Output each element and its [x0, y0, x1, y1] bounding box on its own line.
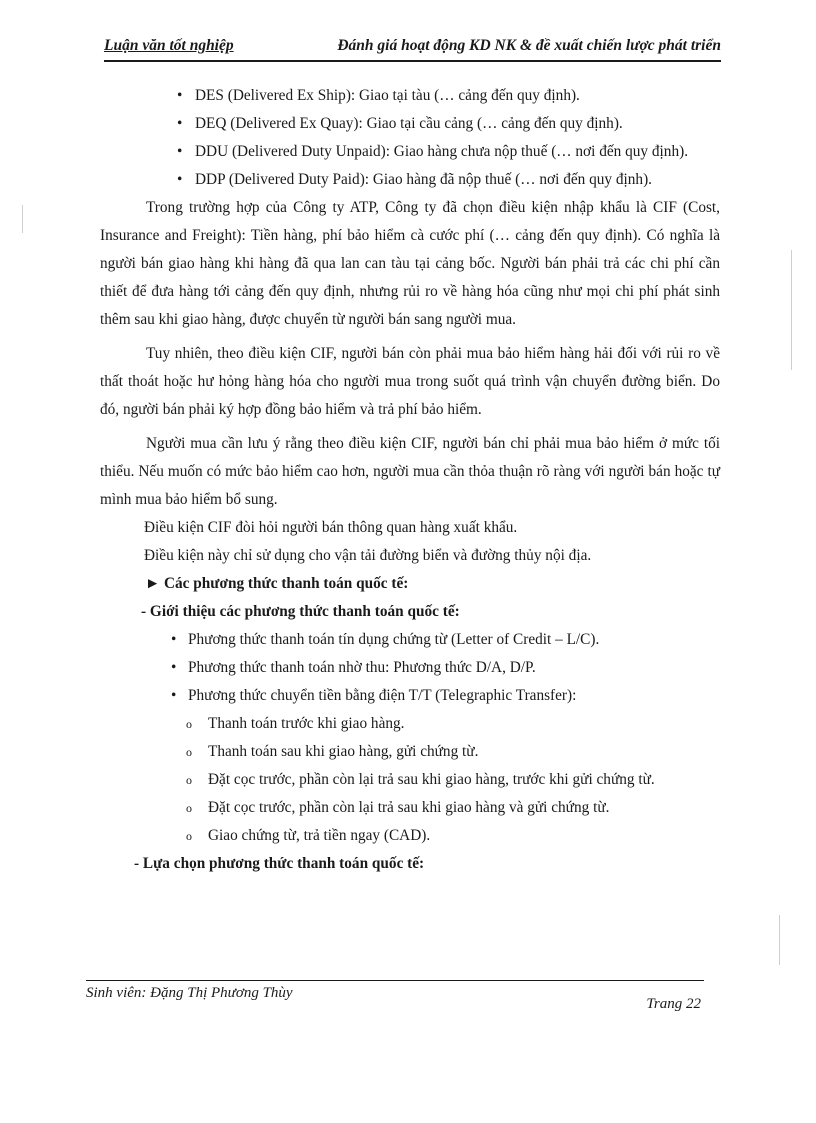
bullet-icon: •: [177, 115, 183, 132]
bullet-icon: •: [171, 659, 177, 676]
header-subtitle: Đánh giá hoạt động KD NK & đề xuất chiến lược phát triển: [337, 37, 721, 54]
tt-option: o Giao chứng từ, trả tiền ngay (CAD).: [100, 822, 720, 850]
method-item: • Phương thức thanh toán nhờ thu: Phương thức D/A, D/P.: [100, 654, 720, 682]
paragraph: Trong trường hợp của Công ty ATP, Công ty đã chọn điều kiện nhập khẩu là CIF (Cost, Insurance and Freight): Tiền hàng, phí bảo hiểm cà cước phí (… cảng đến quy định). Có nghĩa là người bán giao hàng khi hàng đã qua lan can tàu tại cảng bốc. Người bán phải trả các chi phí cần thiết để đưa hàng tới cảng đến quy định, nhưng rủi ro về hàng hóa cũng như mọi chi phí phát sinh thêm sau khi giao hàng, được chuyển từ người bán sang người mua.: [100, 199, 720, 328]
paragraph: Người mua cần lưu ý rằng theo điều kiện CIF, người bán chỉ phải mua bảo hiểm ở mức tối thiểu. Nếu muốn có mức bảo hiểm cao hơn, người mua cần thỏa thuận rõ ràng với người bán hoặc tự mình mua bảo hiểm bổ sung.: [100, 435, 720, 508]
page-number: Trang 22: [646, 996, 701, 1012]
term-item: • DDU (Delivered Duty Unpaid): Giao hàng chưa nộp thuế (… nơi đến quy định).: [100, 138, 720, 166]
bullet-icon: •: [177, 143, 183, 160]
method-item: • Phương thức thanh toán tín dụng chứng từ (Letter of Credit – L/C).: [100, 626, 720, 654]
circle-bullet-icon: o: [186, 773, 192, 787]
circle-bullet-icon: o: [186, 745, 192, 759]
circle-bullet-icon: o: [186, 829, 192, 843]
scan-edge-mark: [791, 250, 792, 370]
tt-option: o Thanh toán sau khi giao hàng, gửi chứng từ.: [100, 738, 720, 766]
scan-edge-mark: [22, 205, 23, 233]
tt-option: o Thanh toán trước khi giao hàng.: [100, 710, 720, 738]
text-line: Điều kiện này chỉ sử dụng cho vận tải đường biển và đường thủy nội địa.: [144, 547, 592, 564]
footer-rule: [86, 980, 704, 981]
tt-option: o Đặt cọc trước, phần còn lại trả sau khi giao hàng, trước khi gửi chứng từ.: [100, 766, 720, 794]
header-rule: [104, 60, 721, 62]
term-item: • DDP (Delivered Duty Paid): Giao hàng đã nộp thuế (… nơi đến quy định).: [100, 166, 720, 194]
bullet-icon: •: [171, 687, 177, 704]
method-item: • Phương thức chuyển tiền bằng điện T/T (Telegraphic Transfer):: [100, 682, 720, 710]
subheading-selection: - Lựa chọn phương thức thanh toán quốc tế:: [134, 855, 425, 872]
scan-edge-mark: [779, 915, 780, 965]
circle-bullet-icon: o: [186, 717, 192, 731]
term-item: • DEQ (Delivered Ex Quay): Giao tại cầu cảng (… cảng đến quy định).: [100, 110, 720, 138]
footer-author: Sinh viên: Đặng Thị Phương Thùy: [86, 985, 293, 1001]
term-item: • DES (Delivered Ex Ship): Giao tại tàu (… cảng đến quy định).: [100, 82, 720, 110]
bullet-icon: •: [177, 87, 183, 104]
page-body: [100, 82, 720, 878]
circle-bullet-icon: o: [186, 801, 192, 815]
section-heading: ► Các phương thức thanh toán quốc tế:: [145, 575, 409, 592]
text-line: Điều kiện CIF đòi hỏi người bán thông quan hàng xuất khẩu.: [144, 519, 518, 536]
bullet-icon: •: [177, 171, 183, 188]
bullet-icon: •: [171, 631, 177, 648]
subheading-intro: - Giới thiệu các phương thức thanh toán quốc tế:: [141, 603, 460, 620]
paragraph: Tuy nhiên, theo điều kiện CIF, người bán còn phải mua bảo hiểm hàng hải đối với rủi ro về thất thoát hoặc hư hỏng hàng hóa cho người mua trong suốt quá trình vận chuyển đường biển. Do đó, người bán phải ký hợp đồng bảo hiểm và trả phí bảo hiểm.: [100, 345, 720, 418]
tt-option: o Đặt cọc trước, phần còn lại trả sau khi giao hàng và gửi chứng từ.: [100, 794, 720, 822]
header-title: Luận văn tốt nghiệp: [104, 37, 234, 54]
